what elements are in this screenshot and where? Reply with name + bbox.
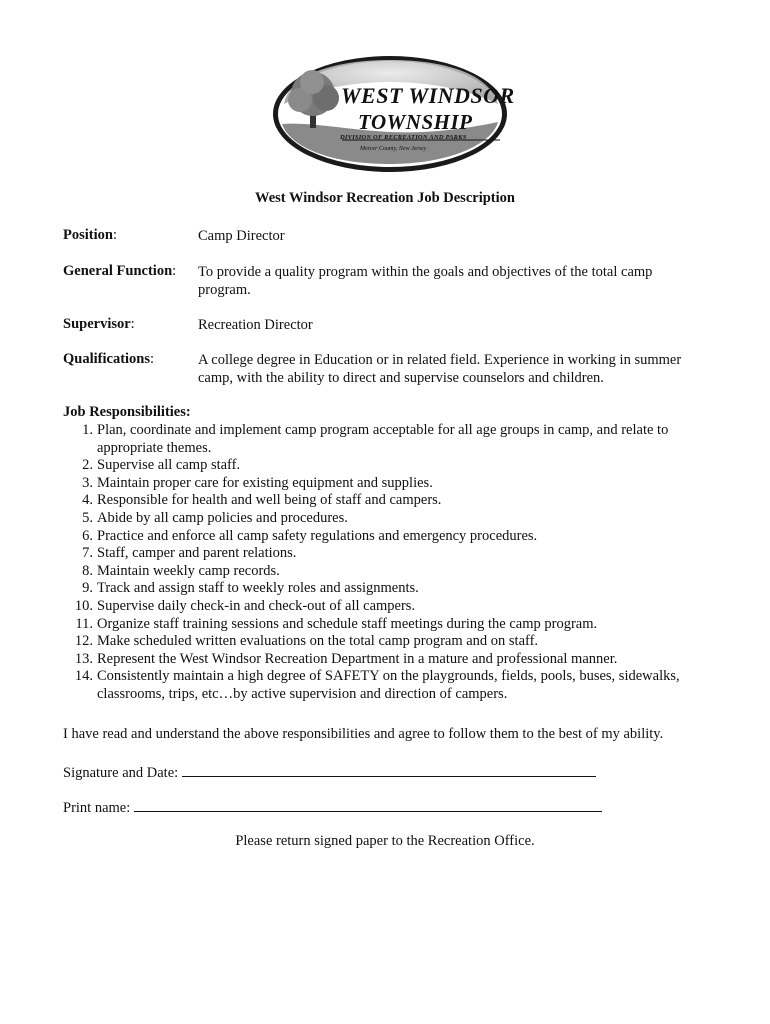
supervisor-value: Recreation Director <box>198 317 313 333</box>
closing-note: Please return signed paper to the Recreation Office. <box>235 833 535 849</box>
list-item: 3. Maintain proper care for existing equipment and supplies. <box>82 474 433 491</box>
list-item: 5. Abide by all camp policies and procedures. <box>82 509 348 526</box>
supervisor-label: Supervisor: <box>63 316 135 332</box>
print-name-line[interactable] <box>134 797 602 812</box>
document-title: West Windsor Recreation Job Description <box>255 190 515 206</box>
print-name-label: Print name: <box>63 800 131 816</box>
general-function-label: General Function: <box>63 263 177 279</box>
list-item: 6. Practice and enforce all camp safety regulations and emergency procedures. <box>82 527 538 544</box>
list-item: 8. Maintain weekly camp records. <box>82 562 280 579</box>
list-item: 13. Represent the West Windsor Recreation Department in a mature and professional manner. <box>74 650 618 667</box>
qualifications-label: Qualifications: <box>63 351 155 367</box>
position-value: Camp Director <box>198 228 285 244</box>
responsibilities-heading: Job Responsibilities: <box>63 404 191 420</box>
list-item: 9. Track and assign staff to weekly roles and assignments. <box>82 580 419 597</box>
list-item: 11. Organize staff training sessions and schedule staff meetings during the camp program. <box>75 615 598 632</box>
logo-line-1: WEST WINDSOR <box>341 83 515 108</box>
signature-line[interactable] <box>182 762 596 777</box>
responsibilities-list <box>63 422 713 704</box>
logo-line-4: Mercer County, New Jersey <box>360 146 427 152</box>
list-item: 12. Make scheduled written evaluations on the total camp program and on staff. <box>74 633 539 650</box>
print-name-row <box>63 797 602 817</box>
logo-line-3: DIVISION OF RECREATION AND PARKS <box>340 134 467 141</box>
list-item: 10. Supervise daily check-in and check-out of all campers. <box>74 597 416 614</box>
logo-line-2: TOWNSHIP <box>358 110 473 134</box>
signature-row <box>63 762 596 782</box>
signature-label: Signature and Date: <box>63 765 179 781</box>
list-item: 14. Consistently maintain a high degree of SAFETY on the playgrounds, fields, pools, buses, sidewalks, classrooms, trips, etc…by active supervision and direction of campers. <box>74 668 680 702</box>
position-label: Position: <box>63 227 117 243</box>
list-item: 1. Plan, coordinate and implement camp program acceptable for all age groups in camp, and relate to appropriate themes. <box>82 422 669 456</box>
qualifications-value: A college degree in Education or in related field. Experience in working in summer camp, with the ability to direct and supervise counselors and children. <box>198 352 682 386</box>
general-function-value: To provide a quality program within the goals and objectives of the total camp program. <box>198 264 653 298</box>
list-item: 7. Staff, camper and parent relations. <box>82 545 297 562</box>
list-item: 4. Responsible for health and well being of staff and campers. <box>82 492 442 509</box>
acknowledgement-text: I have read and understand the above responsibilities and agree to follow them to the best of my ability. <box>63 726 664 742</box>
list-item: 2. Supervise all camp staff. <box>82 457 241 474</box>
